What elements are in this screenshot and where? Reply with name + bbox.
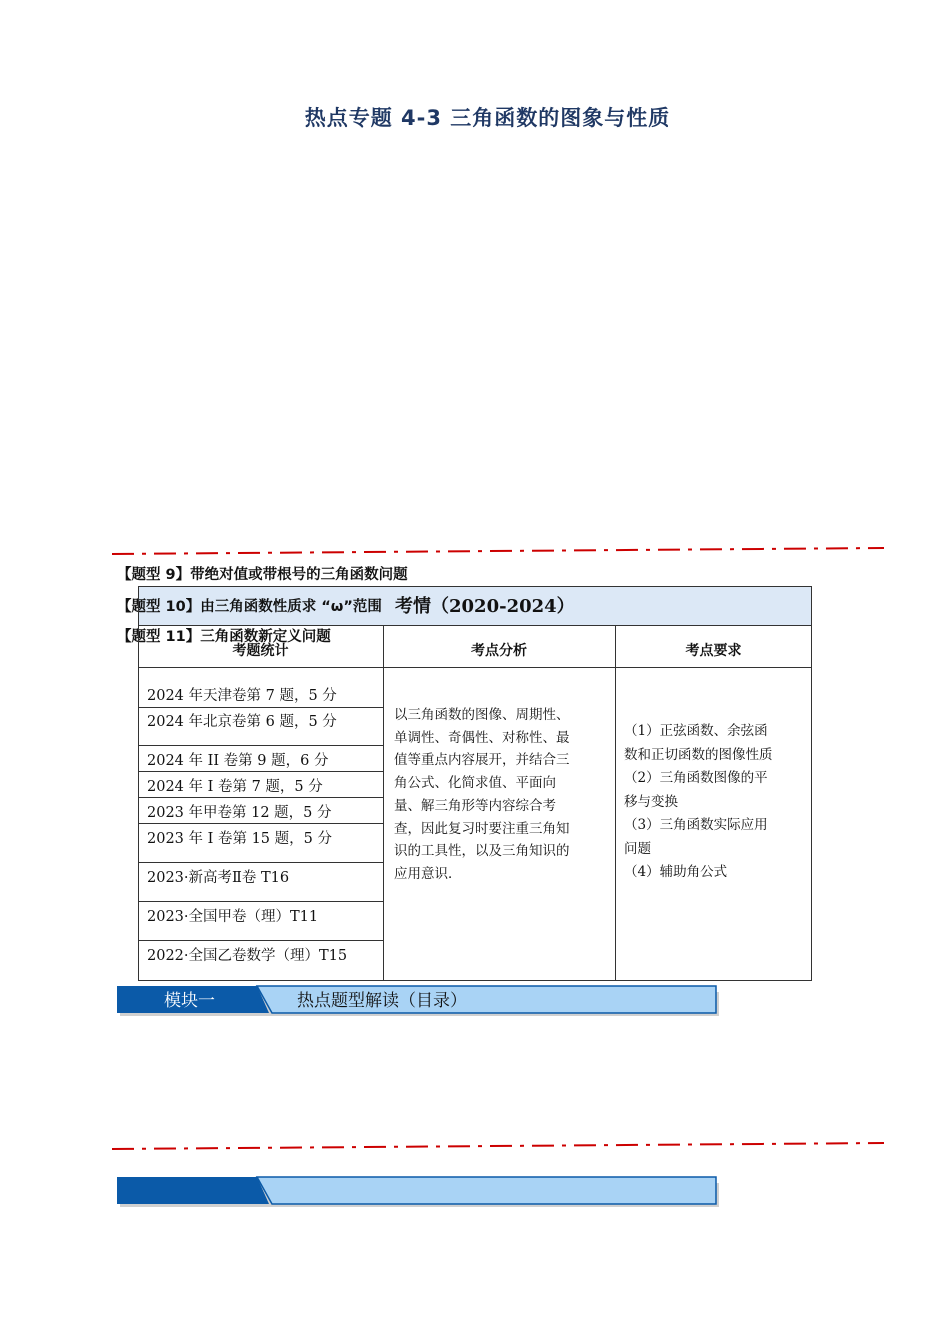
page-title: 热点专题 4-3 三角函数的图象与性质: [304, 106, 671, 130]
table-row-divider: [138, 797, 383, 798]
requirement-line: （1）正弦函数、余弦函: [624, 723, 768, 739]
requirement-line: （2）三角函数图像的平: [624, 770, 768, 786]
analysis-text: [394, 704, 609, 886]
type-item-10: 【题型 10】由三角函数性质求 “ω”范围: [117, 599, 382, 615]
table-row: 2023 年甲卷第 12 题，5 分: [147, 805, 332, 821]
module-label: 模块一: [164, 991, 215, 1011]
requirement-line: 数和正切函数的图像性质: [624, 746, 773, 763]
table-row: 2023·新高考Ⅱ卷 T16: [147, 870, 290, 886]
requirement-line: （4）辅助角公式: [624, 864, 728, 880]
table-row: 2024 年北京卷第 6 题，5 分: [147, 714, 337, 730]
table-row-divider: [138, 771, 383, 772]
analysis-line: 角公式、化简求值、平面向: [394, 775, 556, 792]
analysis-line: 量、解三角形等内容综合考: [394, 797, 556, 814]
analysis-line: 应用意识．: [394, 865, 462, 882]
analysis-line: 以三角函数的图像、周期性、: [394, 707, 570, 723]
column-header-stats: 考题统计: [232, 643, 289, 659]
analysis-line: 单调性、奇偶性、对称性、最: [394, 729, 570, 746]
requirement-line: 移与变换: [624, 793, 678, 810]
column-header-analysis: 考点分析: [471, 643, 527, 659]
analysis-line: 识的工具性，以及三角知识的: [394, 843, 570, 860]
table-divider: [383, 625, 384, 981]
column-header-requirements: 考点要求: [685, 643, 742, 659]
table-row-divider: [138, 862, 383, 863]
dash-divider: [112, 1141, 884, 1151]
table-row: 2024 年 I 卷第 7 题，5 分: [147, 779, 323, 795]
table-divider: [138, 667, 812, 668]
table-row-divider: [138, 901, 383, 902]
table-row-divider: [138, 745, 383, 746]
analysis-line: 查，因此复习时要注重三角知: [394, 820, 570, 837]
table-row: 2022·全国乙卷数学（理）T15: [147, 948, 348, 964]
table-row: 2024 年天津卷第 7 题，5 分: [147, 688, 337, 704]
requirement-line: 问题: [624, 840, 651, 857]
table-row: 2024 年 II 卷第 9 题，6 分: [147, 753, 329, 769]
table-row-divider: [138, 823, 383, 824]
table-row-divider: [138, 940, 383, 941]
table-row: 2023 年 I 卷第 15 题，5 分: [147, 831, 332, 847]
module-banner: [117, 1176, 719, 1208]
table-divider: [615, 625, 616, 981]
type-item-11: 【题型 11】三角函数新定义问题: [117, 629, 331, 645]
analysis-line: 值等重点内容展开，并结合三: [394, 752, 570, 769]
module-heading: 热点题型解读（目录）: [297, 991, 467, 1011]
table-band-title: 考情（2020-2024）: [395, 596, 575, 617]
requirements-text: [624, 720, 810, 885]
dash-divider: [112, 546, 884, 556]
table-row: 2023·全国甲卷（理）T11: [147, 909, 319, 925]
type-item-9: 【题型 9】带绝对值或带根号的三角函数问题: [117, 567, 408, 583]
table-row-divider: [138, 707, 383, 708]
requirement-line: （3）三角函数实际应用: [624, 817, 768, 833]
